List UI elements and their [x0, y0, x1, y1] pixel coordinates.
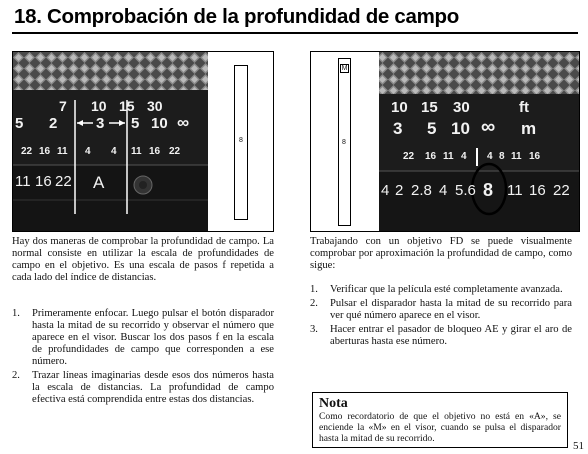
right-scale-5: 5: [427, 119, 437, 138]
page-title: 18. Comprobación de la profundidad de campo: [14, 5, 459, 28]
right-film-mark: 8: [342, 139, 346, 146]
right-scale-3: 3: [393, 119, 403, 138]
left-scale-7: 7: [59, 98, 67, 114]
right-dof-11a: 11: [443, 151, 454, 162]
right-ap-4b: 4: [439, 182, 448, 199]
right-dof-4b: 4: [487, 151, 493, 162]
note-text: Como recordatorio de que el objetivo no está en «A», se enciende la «M» en el visor, cuando se pulsa el disparador hasta la mitad de su recorrido.: [319, 411, 561, 444]
left-ap-16: 16: [35, 173, 52, 190]
left-scale-10b: 10: [151, 115, 168, 132]
right-ap-2: 2: [395, 182, 404, 199]
right-scale-m: m: [521, 119, 537, 138]
right-ap-11: 11: [507, 182, 523, 199]
left-ap-A: A: [93, 173, 105, 192]
page-number: 51: [573, 440, 584, 452]
list-text: Verificar que la película esté completamente avanzada.: [330, 284, 563, 295]
right-scale-10b: 10: [451, 119, 470, 138]
right-ap-2-8: 2.8: [411, 182, 432, 199]
list-item: [12, 308, 274, 368]
left-dof-22b: 22: [169, 146, 181, 157]
right-dof-16: 16: [425, 151, 437, 162]
left-scale-3: 3: [96, 115, 105, 132]
right-dof-4a: 4: [461, 151, 467, 162]
left-scale-infinity: ∞: [177, 113, 190, 132]
left-film-window: [234, 65, 248, 220]
right-scale-ft: ft: [519, 99, 529, 116]
left-ap-11: 11: [15, 173, 31, 190]
left-dof-16a: 16: [39, 146, 51, 157]
left-scale-2: 2: [49, 115, 58, 132]
left-scale-5a: 5: [15, 115, 24, 132]
list-number: 3.: [310, 324, 318, 335]
left-dof-11a: 11: [57, 146, 68, 157]
list-item: [310, 324, 572, 348]
left-dof-16b: 16: [149, 146, 161, 157]
list-text: Trazar líneas imaginarias desde esos dos números hasta la escala de distancias. La profundidad de campo efectiva está comprendida entre estas dos distancias.: [32, 370, 274, 405]
right-scale-15: 15: [421, 99, 438, 116]
left-scale-10: 10: [91, 98, 107, 114]
note-title: Nota: [319, 396, 348, 411]
right-ap-4: 4: [381, 182, 390, 199]
left-scale-5b: 5: [131, 115, 140, 132]
title-rule: [12, 32, 578, 34]
left-scale-30: 30: [147, 98, 163, 114]
manual-m-indicator: M: [341, 65, 348, 72]
list-text: Primeramente enfocar. Luego pulsar el botón disparador hasta la mitad de su recorrido y observar el número que aparece en el visor. Buscar los dos pasos f en la escala de profundidades de campo que corresponden a ese número.: [32, 308, 274, 367]
list-item: [310, 298, 572, 322]
right-ap-5-6: 5.6: [455, 182, 476, 199]
list-text: Hacer entrar el pasador de bloqueo AE y girar el aro de aberturas hasta ese número.: [330, 324, 572, 347]
left-lens-photo: [12, 51, 274, 232]
left-intro-paragraph: Hay dos maneras de comprobar la profundidad de campo. La normal consiste en utilizar la escala de profundidades de campo en el objetivo. Es una escala de pasos f repetida a cada lado del índice de distancias.: [12, 236, 274, 283]
list-item: [12, 370, 274, 406]
left-film-mark: 8: [239, 137, 243, 144]
left-ap-22: 22: [55, 173, 72, 190]
right-scale-30: 30: [453, 99, 470, 116]
list-number: 2.: [310, 298, 318, 309]
left-instructions-list: [12, 308, 274, 408]
left-dof-22a: 22: [21, 146, 33, 157]
list-number: 1.: [310, 284, 318, 295]
right-dof-16b: 16: [529, 151, 541, 162]
right-dof-8: 8: [499, 151, 505, 162]
right-ap-22: 22: [553, 182, 570, 199]
list-number: 1.: [12, 308, 20, 319]
left-dof-11b: 11: [131, 146, 142, 157]
right-ap-16: 16: [529, 182, 546, 199]
right-dof-11b: 11: [511, 151, 522, 162]
right-scale-infinity: ∞: [481, 116, 496, 138]
right-lens-photo: [310, 51, 580, 232]
list-item: [310, 284, 572, 296]
right-dof-22: 22: [403, 151, 415, 162]
right-intro-paragraph: Trabajando con un objetivo FD se puede visualmente comprobar por aproximación la profundidad de campo, como sigue:: [310, 236, 572, 271]
left-dof-4b: 4: [111, 146, 117, 157]
note-box: [312, 392, 568, 448]
right-scale-10: 10: [391, 99, 408, 116]
left-dof-4a: 4: [85, 146, 91, 157]
left-scale-15: 15: [119, 98, 135, 114]
right-viewfinder-window: [338, 58, 351, 226]
list-number: 2.: [12, 370, 20, 381]
list-text: Pulsar el disparador hasta la mitad de su recorrido para ver qué número aparece en el visor.: [330, 298, 572, 321]
right-ap-8: 8: [483, 180, 494, 200]
right-instructions-list: [310, 284, 572, 350]
